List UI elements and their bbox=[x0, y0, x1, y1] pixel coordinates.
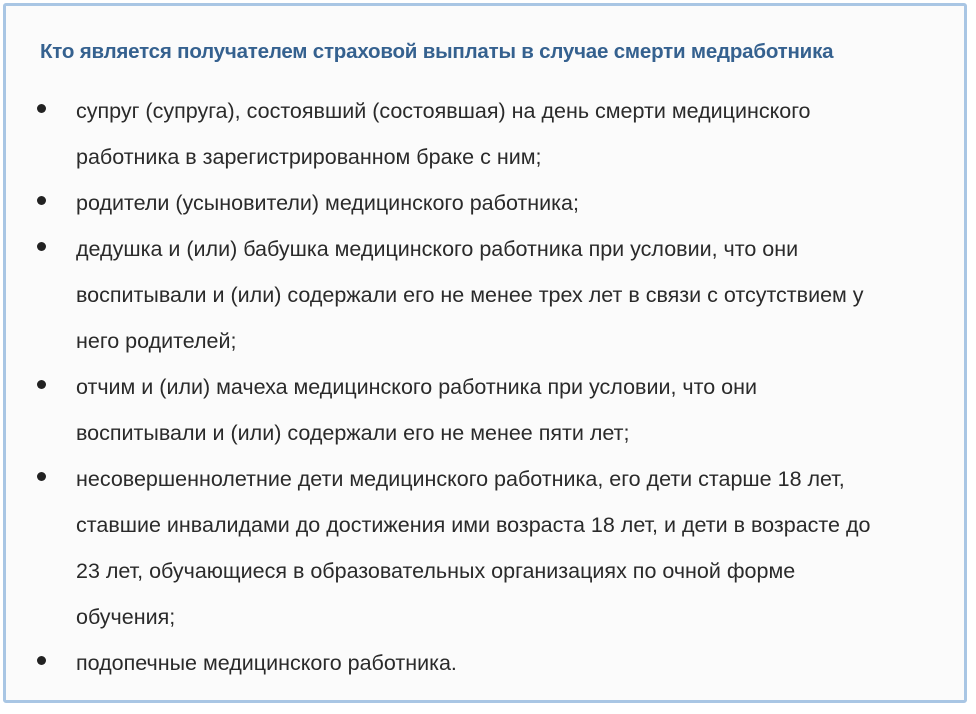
info-box bbox=[3, 3, 967, 703]
list-item-line: него родителей; bbox=[76, 329, 237, 353]
box-title: Кто является получателем страховой выплаты в случае смерти медработника bbox=[40, 40, 834, 63]
list-item-line: несовершеннолетние дети медицинского работника, его дети старше 18 лет, bbox=[76, 467, 845, 491]
list-item bbox=[34, 226, 954, 364]
list-item bbox=[34, 456, 954, 640]
bullet-icon bbox=[37, 104, 46, 113]
list-item bbox=[34, 364, 954, 456]
list-item bbox=[34, 640, 954, 686]
bullet-icon bbox=[37, 242, 46, 251]
list-item-line: 23 лет, обучающиеся в образовательных организациях по очной форме bbox=[76, 559, 796, 583]
list-item-line: отчим и (или) мачеха медицинского работника при условии, что они bbox=[76, 375, 758, 399]
list-item-line: обучения; bbox=[76, 605, 176, 629]
list-item-line: подопечные медицинского работника. bbox=[76, 651, 457, 675]
list-item-line: воспитывали и (или) содержали его не менее пяти лет; bbox=[76, 421, 630, 445]
list-item-line: супруг (супруга), состоявший (состоявшая) на день смерти медицинского bbox=[76, 99, 811, 123]
bullet-icon bbox=[37, 196, 46, 205]
list-item-line: воспитывали и (или) содержали его не менее трех лет в связи с отсутствием у bbox=[76, 283, 864, 307]
list-item-line: дедушка и (или) бабушка медицинского работника при условии, что они bbox=[76, 237, 799, 261]
bullet-icon bbox=[37, 472, 46, 481]
bullet-icon bbox=[37, 656, 46, 665]
list-item-line: работника в зарегистрированном браке с ним; bbox=[76, 145, 542, 169]
list-item-line: родители (усыновители) медицинского работника; bbox=[76, 191, 579, 215]
recipients-list bbox=[34, 88, 954, 686]
list-item bbox=[34, 180, 954, 226]
bullet-icon bbox=[37, 380, 46, 389]
list-item bbox=[34, 88, 954, 180]
list-item-line: ставшие инвалидами до достижения ими возраста 18 лет, и дети в возрасте до bbox=[76, 513, 871, 537]
